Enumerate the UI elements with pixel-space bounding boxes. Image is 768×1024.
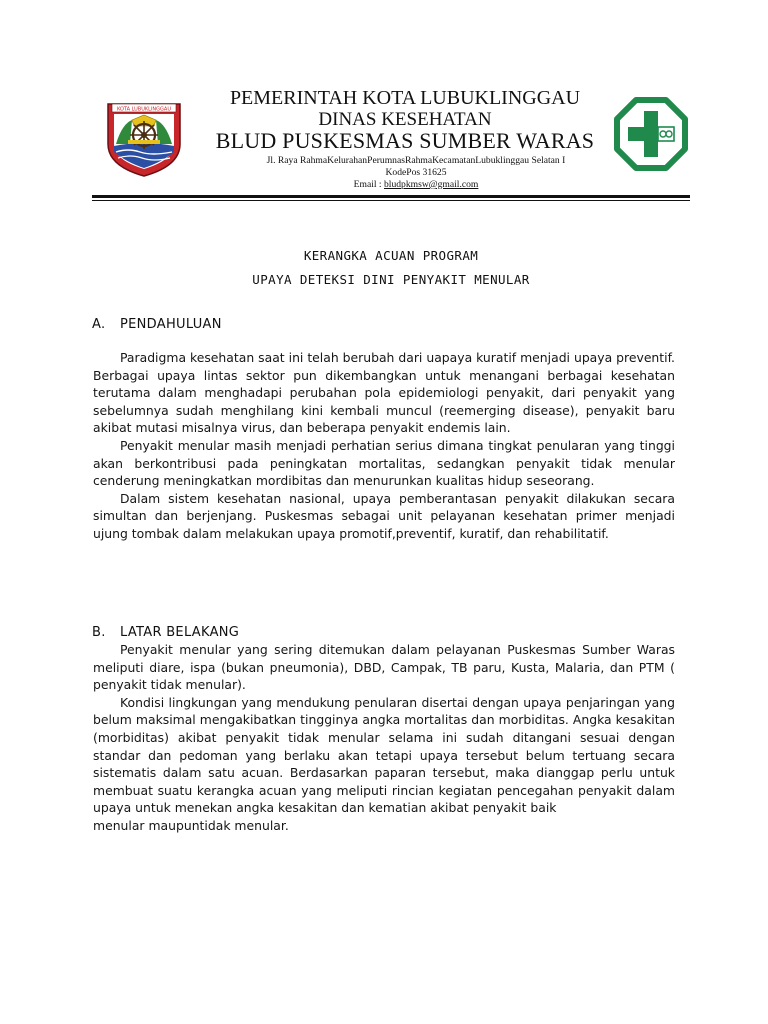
puskesmas-logo-icon — [614, 97, 688, 171]
email-link[interactable]: bludpkmsw@gmail.com — [384, 179, 479, 190]
email-label: Email : — [353, 179, 384, 190]
address-line: Jl. Raya RahmaKelurahanPerumnasRahmaKecamatanLubuklinggau Selatan I — [266, 155, 566, 166]
section-a-body — [93, 349, 675, 543]
kota-lubuklinggau-emblem-icon — [104, 100, 184, 178]
section-title: LATAR BELAKANG — [120, 625, 240, 640]
postal-code: KodePos 31625 — [385, 167, 447, 178]
government-name: PEMERINTAH KOTA LUBUKLINGGAU — [229, 87, 581, 109]
emblem-text: KOTA LUBUKLINGGAU — [116, 106, 172, 113]
document-title: KERANGKA ACUAN PROGRAM — [303, 248, 479, 263]
section-b-heading — [92, 625, 239, 640]
section-letter: B. — [92, 625, 106, 640]
section-a-heading — [92, 317, 222, 332]
paragraph: Dalam sistem kesehatan nasional, upaya pemberantasan penyakit dilakukan secara simultan dan berjenjang. Puskesmas sebagai unit pelayanan kesehatan primer menjadi ujung tombak dalam melakukan upaya promotif,preventif, kuratif, dan rehabilitatif. — [93, 490, 675, 541]
section-b-body — [93, 641, 675, 835]
paragraph-last-line: menular maupuntidak menular. — [93, 817, 289, 833]
institution-name: BLUD PUSKESMAS SUMBER WARAS — [215, 128, 595, 153]
paragraph: Penyakit menular masih menjadi perhatian serius dimana tingkat penularan yang tinggi akan berkontribusi pada peningkatan mortalitas, sedangkan penyakit tidak menular cenderung meningkatkan mordibitas dan menurunkan kualitas hidup seseorang. — [93, 437, 675, 489]
section-letter: A. — [92, 317, 106, 332]
letterhead-divider-thin — [92, 200, 690, 201]
department-name: DINAS KESEHATAN — [318, 109, 492, 130]
paragraph: Kondisi lingkungan yang mendukung penularan disertai dengan upaya penjaringan yang belum maksimal mengakibatkan tingginya angka mortalitas dan morbiditas. Angka kesakitan (morbiditas) akibat penyakit tidak menular selama ini sudah ditangani sesuai dengan standar dan pedoman yang berlaku akan tetapi upaya tersebut belum tertuang secara sistematis dalam satu acuan. Berdasarkan paparan tersebut, maka dianggap perlu untuk membuat suatu kerangka acuan yang meliputi rincian kegiatan pencegahan penyakit dalam upaya untuk menekan angka kesakitan dan kematian akibat penyakit baik — [93, 694, 675, 816]
paragraph: Penyakit menular yang sering ditemukan dalam pelayanan Puskesmas Sumber Waras meliputi diare, ispa (bukan pneumonia), DBD, Campak, TB paru, Kusta, Malaria, dan PTM ( penyakit tidak menular). — [93, 642, 675, 693]
section-title: PENDAHULUAN — [120, 317, 222, 332]
email-line — [206, 179, 626, 191]
paragraph: Paradigma kesehatan saat ini telah berubah dari uapaya kuratif menjadi upaya preventif. Berbagai upaya lintas sektor pun dikembangkan untuk menangani berbagai kesehatan terutama dalam menghadapi perubahan pola epidemiologi penyakit, dari penyakit yang sebelumnya sudah menghilang kini kembali muncul (reemerging disease), penyakit baru akibat mutasi misalnya virus, dan beberapa penyakit endemis lain. — [93, 350, 675, 436]
letterhead-divider — [92, 195, 690, 198]
document-subtitle: UPAYA DETEKSI DINI PENYAKIT MENULAR — [252, 272, 530, 287]
